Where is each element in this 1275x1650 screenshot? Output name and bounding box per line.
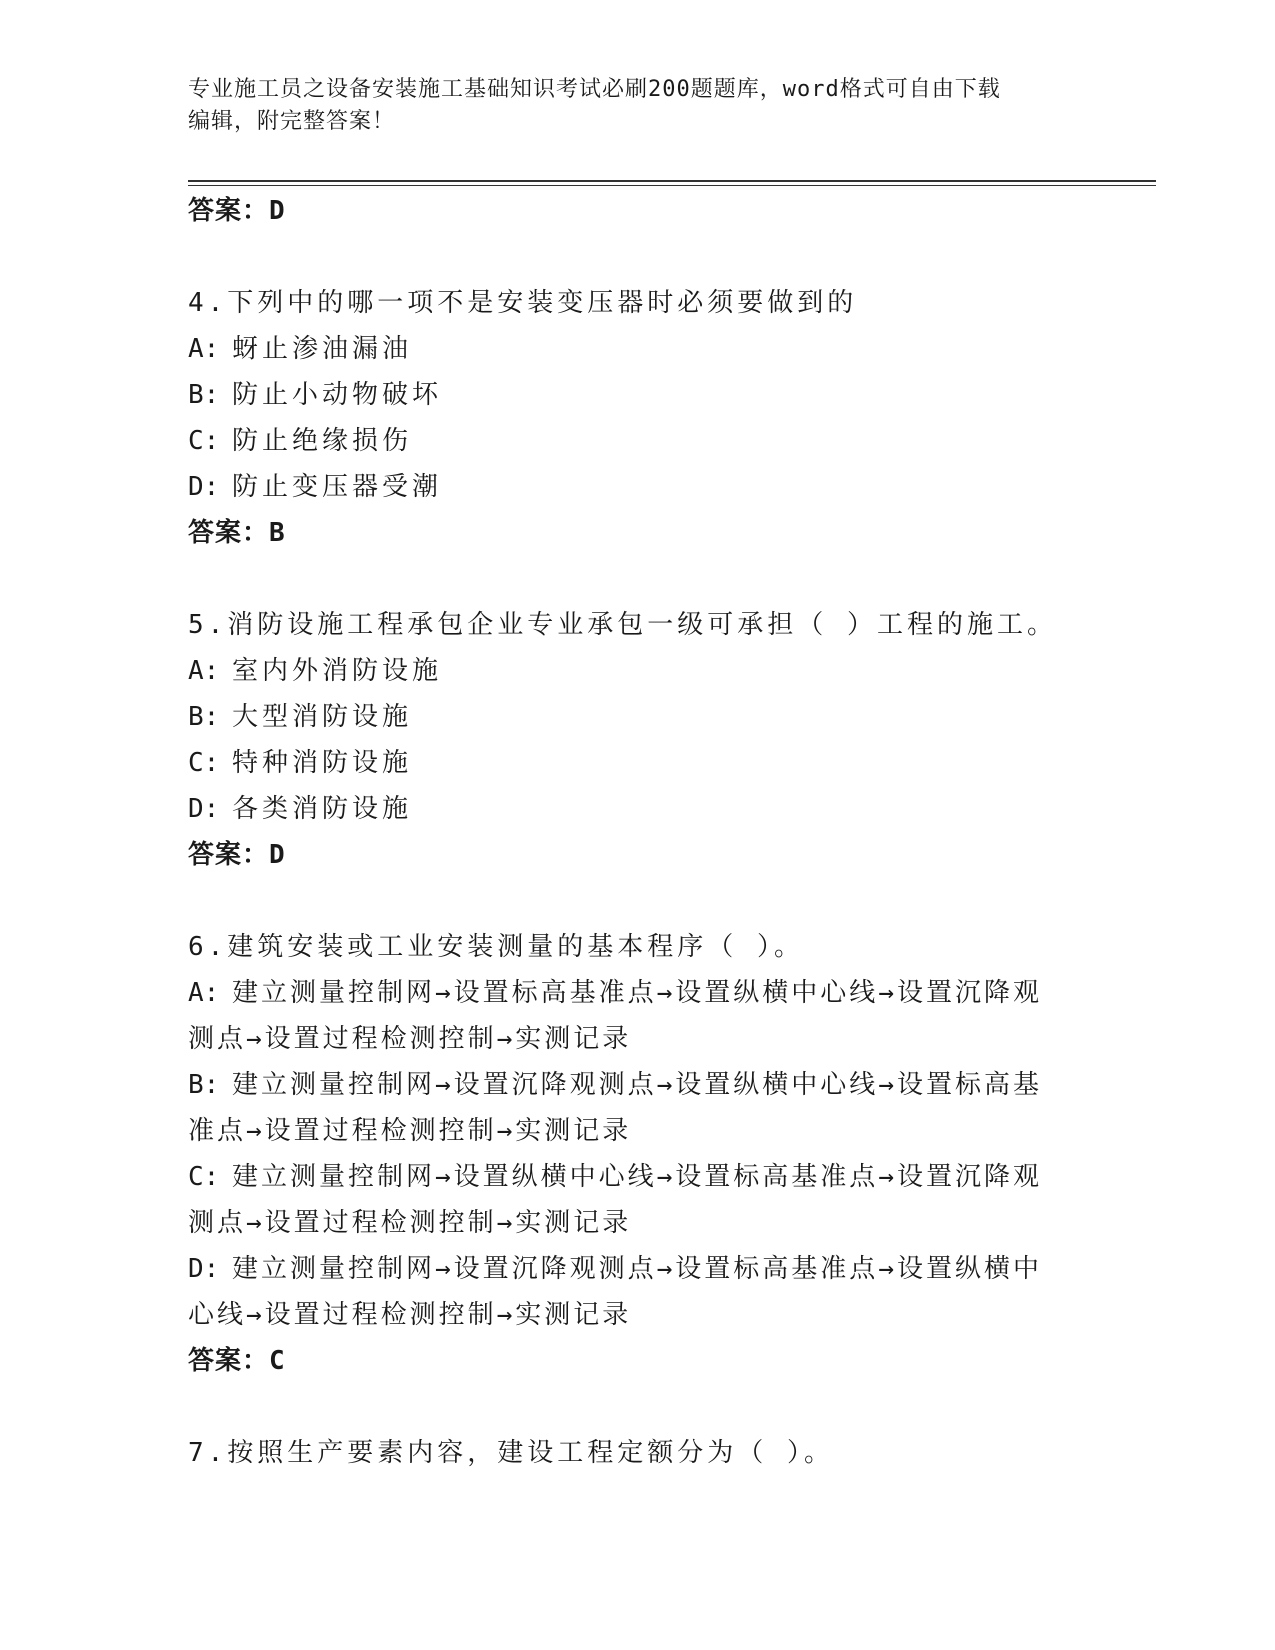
option-text: 各类消防设施 [232,794,413,824]
question-6 [188,924,1088,1384]
question-text: 5.消防设施工程承包企业专业承包一级可承担（ ）工程的施工。 [188,610,1057,640]
header-divider-thin [188,185,1156,186]
option-text: 室内外消防设施 [232,656,443,686]
option-b [188,372,1088,418]
option-text: 防止变压器受潮 [232,472,443,502]
option-d-line-1 [188,1246,1088,1292]
option-label: C: [188,748,220,778]
option-a [188,648,1088,694]
page-header [188,74,1088,138]
option-text: 建立测量控制网→设置纵横中心线→设置标高基准点→设置沉降观 [232,1162,1042,1192]
option-label: A: [188,978,220,1008]
question-7 [188,1430,1088,1476]
option-c [188,740,1088,786]
option-d [188,786,1088,832]
option-text: 特种消防设施 [232,748,413,778]
option-label: D: [188,1254,220,1284]
option-label: A: [188,334,220,364]
option-text: 大型消防设施 [232,702,413,732]
question-4 [188,280,1088,556]
option-text: 防止小动物破坏 [232,380,443,410]
document-body [188,188,1088,1476]
option-label: C: [188,426,220,456]
option-text: 建立测量控制网→设置沉降观测点→设置纵横中心线→设置标高基 [232,1070,1042,1100]
question-text: 7.按照生产要素内容，建设工程定额分为（ ）。 [188,1438,834,1468]
option-label: D: [188,794,220,824]
option-b-line-2: 准点→设置过程检测控制→实测记录 [188,1116,632,1146]
option-d-line-2: 心线→设置过程检测控制→实测记录 [188,1300,632,1330]
option-text: 建立测量控制网→设置标高基准点→设置纵横中心线→设置沉降观 [232,978,1042,1008]
option-label: B: [188,1070,220,1100]
option-text: 蚜止渗油漏油 [232,334,413,364]
header-line-2: 编辑，附完整答案！ [188,109,396,134]
option-d [188,464,1088,510]
option-c [188,418,1088,464]
answer-q6: 答案：C [188,1346,286,1376]
option-a-line-1 [188,970,1088,1016]
option-a [188,326,1088,372]
header-divider-thick [188,180,1156,182]
answer-q5: 答案：D [188,840,286,870]
option-b [188,694,1088,740]
option-label: D: [188,472,220,502]
answer-q4: 答案：B [188,518,286,548]
option-label: B: [188,380,220,410]
option-text: 建立测量控制网→设置沉降观测点→设置标高基准点→设置纵横中 [232,1254,1042,1284]
option-c-line-1 [188,1154,1088,1200]
option-label: B: [188,702,220,732]
option-c-line-2: 测点→设置过程检测控制→实测记录 [188,1208,632,1238]
option-a-line-2: 测点→设置过程检测控制→实测记录 [188,1024,632,1054]
answer-q3: 答案：D [188,196,286,226]
question-text: 4.下列中的哪一项不是安装变压器时必须要做到的 [188,288,858,318]
option-label: C: [188,1162,220,1192]
option-text: 防止绝缘损伤 [232,426,413,456]
header-line-1: 专业施工员之设备安装施工基础知识考试必刷200题题库，word格式可自由下载 [188,77,1001,102]
option-b-line-1 [188,1062,1088,1108]
question-5 [188,602,1088,878]
question-text: 6.建筑安装或工业安装测量的基本程序（ ）。 [188,932,804,962]
option-label: A: [188,656,220,686]
